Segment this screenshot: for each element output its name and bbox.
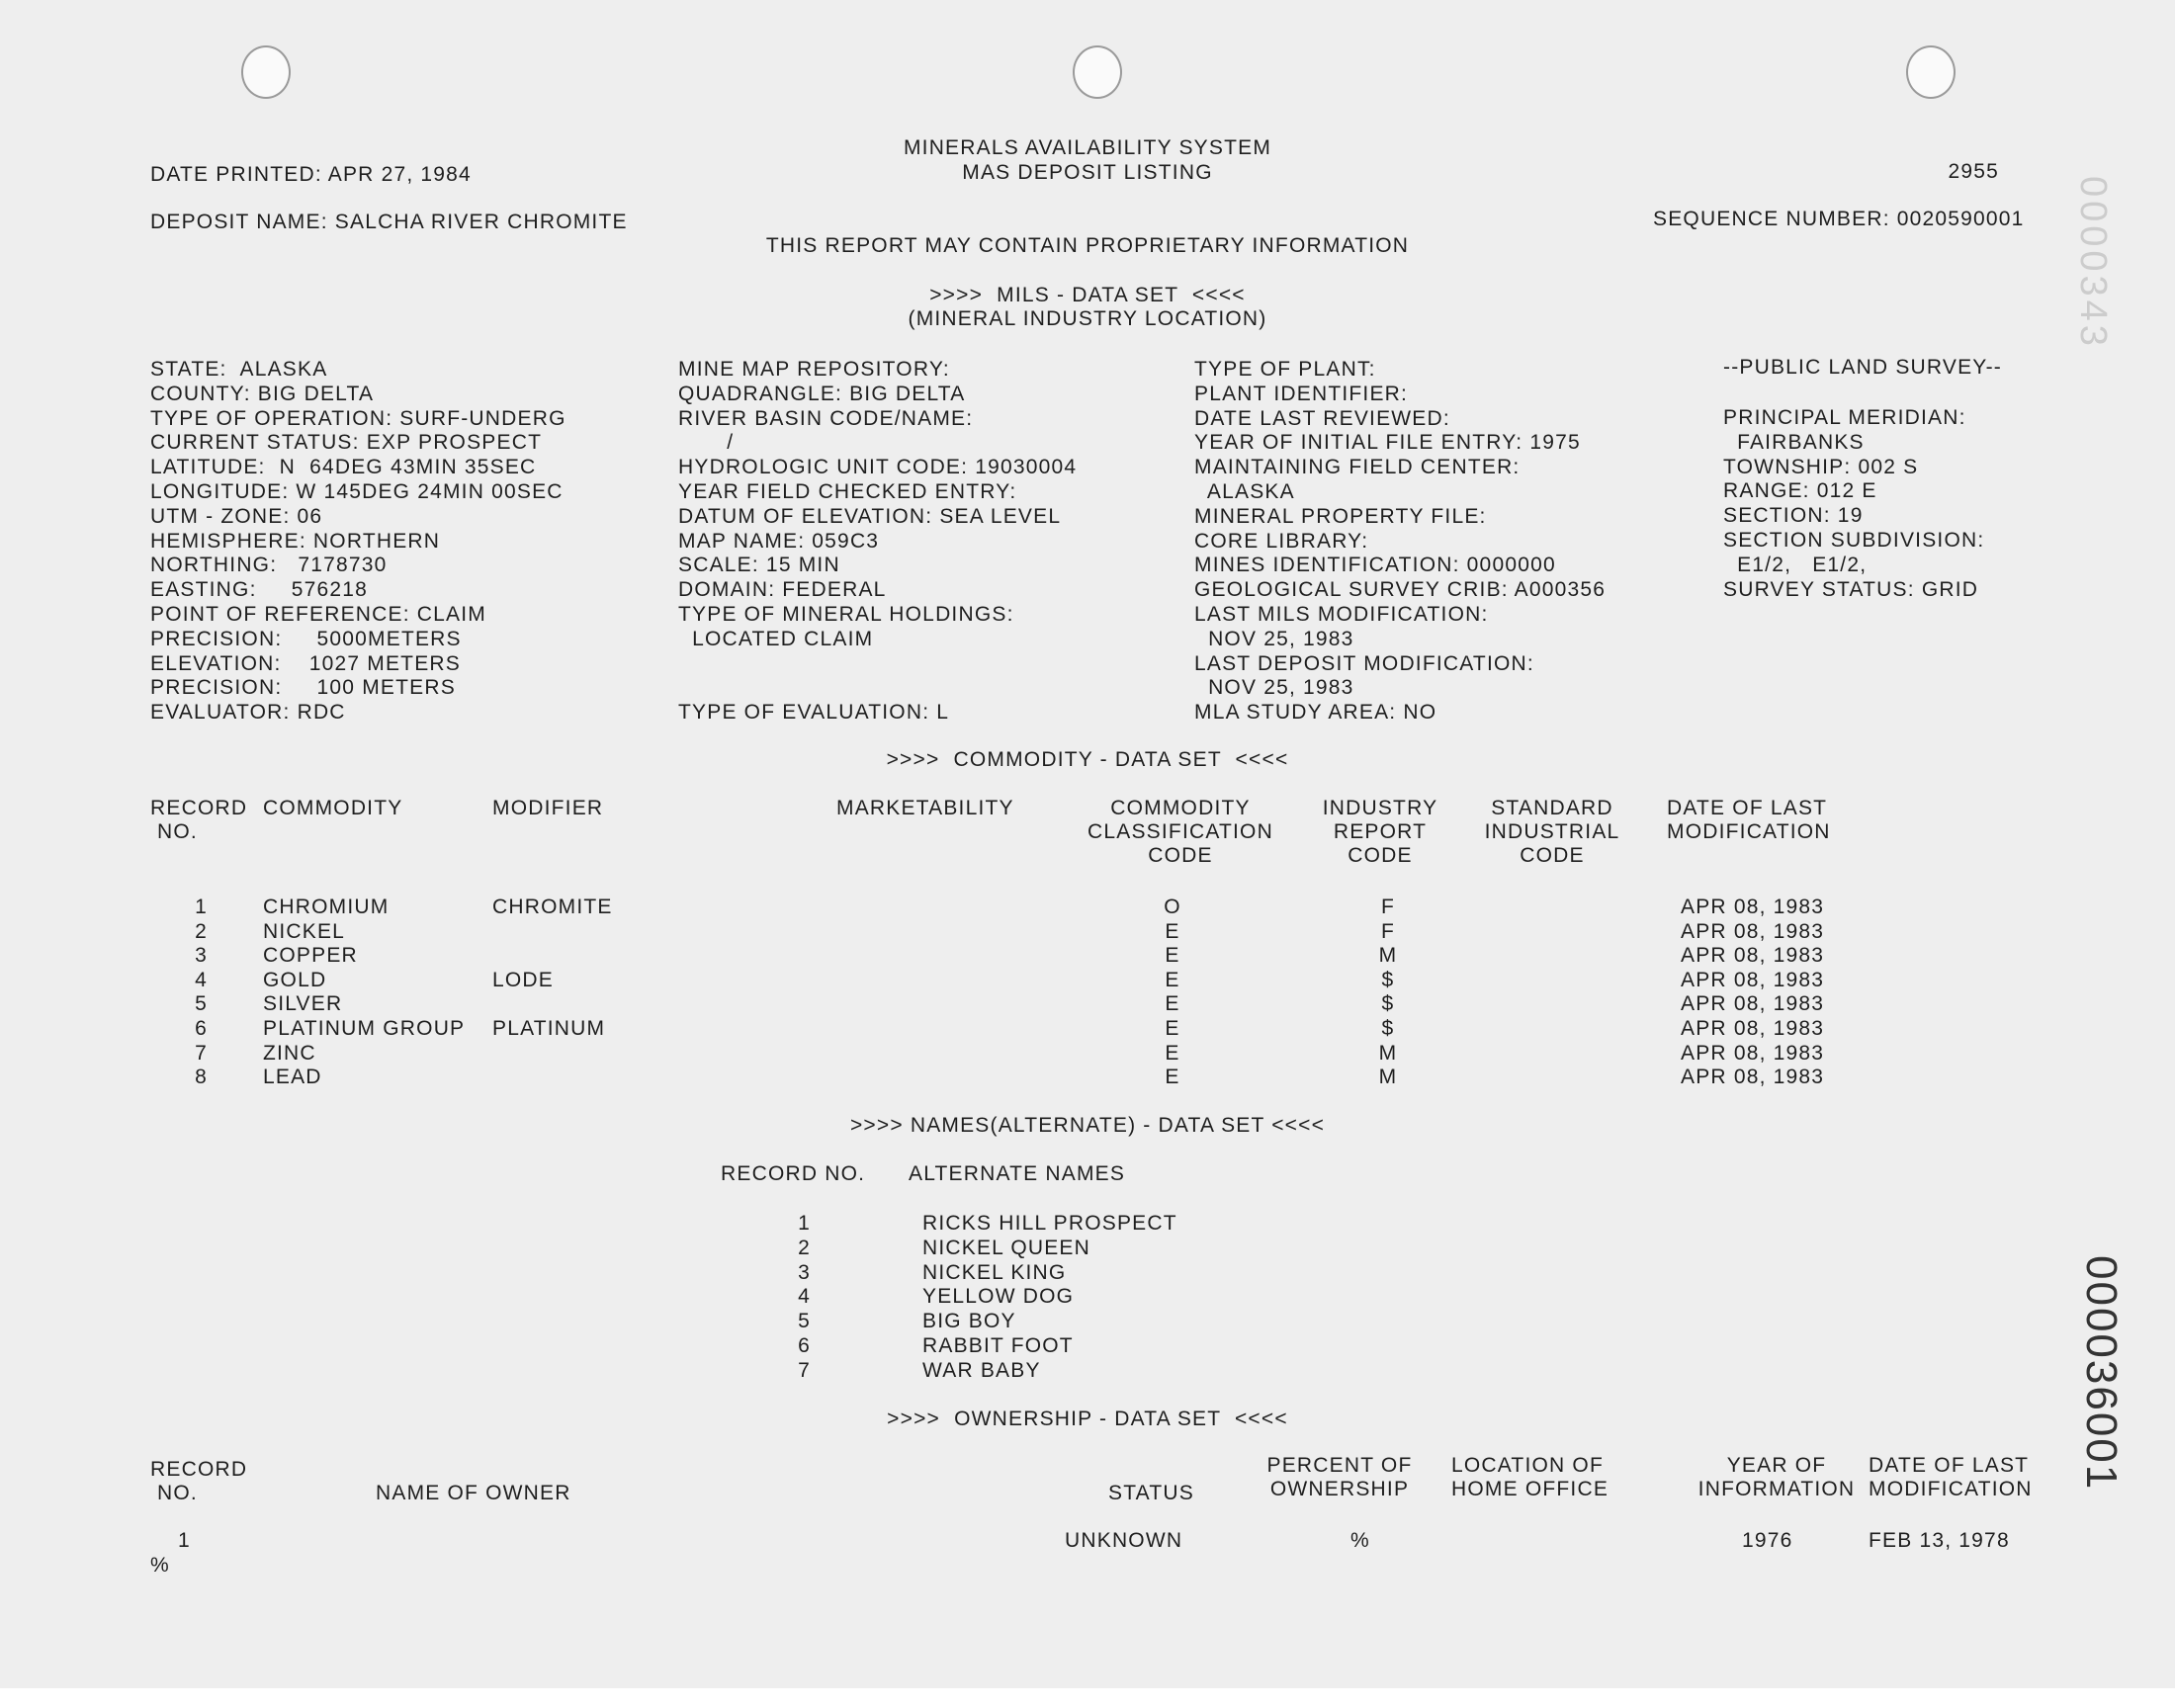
deposit-name: DEPOSIT NAME: SALCHA RIVER CHROMITE bbox=[150, 211, 628, 233]
commodity-modification-date: APR 08, 1983 bbox=[1681, 944, 1825, 967]
mils-field: POINT OF REFERENCE: CLAIM bbox=[150, 603, 486, 626]
margin-stamp-bottom: 000036001 bbox=[2077, 1255, 2126, 1492]
commodity-modification-date: APR 08, 1983 bbox=[1681, 1042, 1825, 1065]
mils-field: TYPE OF MINERAL HOLDINGS: bbox=[678, 603, 1014, 626]
mils-field: E1/2, E1/2, bbox=[1723, 554, 1868, 576]
mils-field: YEAR OF INITIAL FILE ENTRY: 1975 bbox=[1194, 431, 1581, 454]
mils-field: DATE LAST REVIEWED: bbox=[1194, 407, 1450, 430]
mils-field: SCALE: 15 MIN bbox=[678, 554, 840, 576]
commodity-modifier: PLATINUM bbox=[492, 1017, 606, 1040]
commodity-name: SILVER bbox=[263, 992, 343, 1015]
mils-field: MINES IDENTIFICATION: 0000000 bbox=[1194, 554, 1556, 576]
alternate-name: BIG BOY bbox=[922, 1310, 1016, 1332]
mils-field: PRECISION: 100 METERS bbox=[150, 676, 456, 699]
commodity-modification-date: APR 08, 1983 bbox=[1681, 1017, 1825, 1040]
mils-field: LAST DEPOSIT MODIFICATION: bbox=[1194, 652, 1534, 675]
page-number: 2955 bbox=[1948, 160, 1999, 183]
mils-field: RIVER BASIN CODE/NAME: bbox=[678, 407, 974, 430]
commodity-modification-date: APR 08, 1983 bbox=[1681, 920, 1825, 943]
commodity-classification-code: E bbox=[1165, 944, 1180, 967]
mils-field: FAIRBANKS bbox=[1723, 431, 1865, 454]
mils-field: CORE LIBRARY: bbox=[1194, 530, 1369, 553]
commodity-modification-date: APR 08, 1983 bbox=[1681, 896, 1825, 918]
punch-hole-left bbox=[241, 45, 291, 99]
alternate-name: NICKEL KING bbox=[922, 1261, 1067, 1284]
mils-field: COUNTY: BIG DELTA bbox=[150, 383, 375, 405]
commodity-industry-code: F bbox=[1380, 896, 1396, 918]
ownership-year: 1976 bbox=[1742, 1529, 1793, 1552]
commodity-record-number: 4 bbox=[195, 969, 208, 991]
alternate-name: RABBIT FOOT bbox=[922, 1334, 1074, 1357]
alternate-name-record-number: 5 bbox=[798, 1310, 811, 1332]
commodity-record-number: 2 bbox=[195, 920, 208, 943]
ownership-header-status: STATUS bbox=[1108, 1482, 1194, 1504]
commodity-modifier: LODE bbox=[492, 969, 554, 991]
mils-section-subtitle: (MINERAL INDUSTRY LOCATION) bbox=[908, 307, 1267, 330]
commodity-name: ZINC bbox=[263, 1042, 316, 1065]
footer-percent-mark: % bbox=[150, 1554, 170, 1577]
names-section-title: >>>> NAMES(ALTERNATE) - DATA SET <<<< bbox=[849, 1114, 1326, 1137]
commodity-classification-code: O bbox=[1164, 896, 1181, 918]
punch-hole-center bbox=[1073, 45, 1122, 99]
commodity-modification-date: APR 08, 1983 bbox=[1681, 1066, 1825, 1088]
commodity-record-number: 7 bbox=[195, 1042, 208, 1065]
commodity-header-date: DATE OF LAST MODIFICATION bbox=[1667, 797, 1831, 843]
punch-hole-right bbox=[1906, 45, 1956, 99]
mils-field: EVALUATOR: RDC bbox=[150, 701, 346, 724]
mils-field: PLANT IDENTIFIER: bbox=[1194, 383, 1409, 405]
commodity-name: NICKEL bbox=[263, 920, 346, 943]
commodity-section-title: >>>> COMMODITY - DATA SET <<<< bbox=[886, 748, 1289, 771]
commodity-header-modifier: MODIFIER bbox=[492, 797, 604, 819]
commodity-classification-code: E bbox=[1165, 920, 1180, 943]
ownership-header-year: YEAR OF INFORMATION bbox=[1697, 1454, 1856, 1500]
ownership-date: FEB 13, 1978 bbox=[1869, 1529, 2010, 1552]
commodity-header-marketability: MARKETABILITY bbox=[836, 797, 1014, 819]
commodity-industry-code: M bbox=[1378, 1042, 1398, 1065]
mils-field: CURRENT STATUS: EXP PROSPECT bbox=[150, 431, 543, 454]
mils-section-title: >>>> MILS - DATA SET <<<< bbox=[929, 284, 1246, 306]
mils-field: TYPE OF PLANT: bbox=[1194, 358, 1376, 381]
commodity-record-number: 8 bbox=[195, 1066, 208, 1088]
commodity-modification-date: APR 08, 1983 bbox=[1681, 992, 1825, 1015]
ownership-header-record: RECORD NO. bbox=[150, 1458, 248, 1504]
alternate-name-record-number: 1 bbox=[798, 1212, 811, 1235]
ownership-header-percent: PERCENT OF OWNERSHIP bbox=[1266, 1454, 1413, 1500]
ownership-header-name: NAME OF OWNER bbox=[376, 1482, 571, 1504]
commodity-name: GOLD bbox=[263, 969, 327, 991]
mils-field: MAP NAME: 059C3 bbox=[678, 530, 880, 553]
names-header-record: RECORD NO. bbox=[721, 1162, 866, 1185]
mils-field: TOWNSHIP: 002 S bbox=[1723, 456, 1919, 478]
commodity-name: CHROMIUM bbox=[263, 896, 390, 918]
proprietary-notice: THIS REPORT MAY CONTAIN PROPRIETARY INFORMATION bbox=[765, 234, 1410, 257]
mils-field: SURVEY STATUS: GRID bbox=[1723, 578, 1979, 601]
mils-field: TYPE OF OPERATION: SURF-UNDERG bbox=[150, 407, 566, 430]
commodity-header-commodity: COMMODITY bbox=[263, 797, 403, 819]
commodity-classification-code: E bbox=[1165, 1017, 1180, 1040]
mils-field: LATITUDE: N 64DEG 43MIN 35SEC bbox=[150, 456, 537, 478]
commodity-modification-date: APR 08, 1983 bbox=[1681, 969, 1825, 991]
commodity-record-number: 1 bbox=[195, 896, 208, 918]
ownership-section-title: >>>> OWNERSHIP - DATA SET <<<< bbox=[887, 1408, 1288, 1430]
alternate-name-record-number: 2 bbox=[798, 1237, 811, 1259]
commodity-industry-code: $ bbox=[1381, 992, 1395, 1015]
date-printed: DATE PRINTED: APR 27, 1984 bbox=[150, 163, 472, 186]
commodity-classification-code: E bbox=[1165, 1066, 1180, 1088]
mils-field: HEMISPHERE: NORTHERN bbox=[150, 530, 441, 553]
names-header-alternate: ALTERNATE NAMES bbox=[909, 1162, 1126, 1185]
commodity-header-industry: INDUSTRY REPORT CODE bbox=[1322, 797, 1438, 867]
mils-field: MINERAL PROPERTY FILE: bbox=[1194, 505, 1487, 528]
ownership-header-date: DATE OF LAST MODIFICATION bbox=[1869, 1454, 2033, 1500]
mils-field: / bbox=[678, 431, 735, 454]
mils-field: LAST MILS MODIFICATION: bbox=[1194, 603, 1489, 626]
mils-field: SECTION: 19 bbox=[1723, 504, 1864, 527]
commodity-industry-code: $ bbox=[1381, 969, 1395, 991]
listing-title: MAS DEPOSIT LISTING bbox=[962, 161, 1213, 184]
mils-field: DOMAIN: FEDERAL bbox=[678, 578, 887, 601]
commodity-name: PLATINUM GROUP bbox=[263, 1017, 466, 1040]
commodity-classification-code: E bbox=[1165, 1042, 1180, 1065]
mils-field: UTM - ZONE: 06 bbox=[150, 505, 323, 528]
alternate-name-record-number: 7 bbox=[798, 1359, 811, 1382]
commodity-industry-code: M bbox=[1378, 944, 1398, 967]
mils-field: PRECISION: 5000METERS bbox=[150, 628, 462, 650]
mils-field: GEOLOGICAL SURVEY CRIB: A000356 bbox=[1194, 578, 1607, 601]
mils-field: YEAR FIELD CHECKED ENTRY: bbox=[678, 480, 1017, 503]
ownership-record-number: 1 bbox=[178, 1529, 191, 1552]
commodity-record-number: 6 bbox=[195, 1017, 208, 1040]
mils-field: PRINCIPAL MERIDIAN: bbox=[1723, 406, 1966, 429]
ownership-header-location: LOCATION OF HOME OFFICE bbox=[1451, 1454, 1610, 1500]
mils-field: DATUM OF ELEVATION: SEA LEVEL bbox=[678, 505, 1062, 528]
mils-field: EASTING: 576218 bbox=[150, 578, 369, 601]
commodity-name: LEAD bbox=[263, 1066, 322, 1088]
public-land-survey-title: --PUBLIC LAND SURVEY-- bbox=[1723, 356, 2002, 379]
mils-field: SECTION SUBDIVISION: bbox=[1723, 529, 1985, 552]
mils-field: HYDROLOGIC UNIT CODE: 19030004 bbox=[678, 456, 1078, 478]
mils-field: MINE MAP REPOSITORY: bbox=[678, 358, 950, 381]
mils-field: ELEVATION: 1027 METERS bbox=[150, 652, 461, 675]
mils-field: RANGE: 012 E bbox=[1723, 479, 1877, 502]
commodity-header-sic: STANDARD INDUSTRIAL CODE bbox=[1484, 797, 1620, 867]
alternate-name-record-number: 4 bbox=[798, 1285, 811, 1308]
mils-field: TYPE OF EVALUATION: L bbox=[678, 701, 950, 724]
margin-stamp-top: 0000343 bbox=[2072, 176, 2114, 350]
system-title: MINERALS AVAILABILITY SYSTEM bbox=[903, 136, 1272, 159]
commodity-name: COPPER bbox=[263, 944, 358, 967]
commodity-modifier: CHROMITE bbox=[492, 896, 613, 918]
mils-field: LONGITUDE: W 145DEG 24MIN 00SEC bbox=[150, 480, 564, 503]
commodity-classification-code: E bbox=[1165, 969, 1180, 991]
alternate-name: RICKS HILL PROSPECT bbox=[922, 1212, 1177, 1235]
commodity-record-number: 5 bbox=[195, 992, 208, 1015]
alternate-name: WAR BABY bbox=[922, 1359, 1041, 1382]
mils-field: LOCATED CLAIM bbox=[678, 628, 874, 650]
commodity-record-number: 3 bbox=[195, 944, 208, 967]
mils-field: NOV 25, 1983 bbox=[1194, 628, 1354, 650]
mils-field: NOV 25, 1983 bbox=[1194, 676, 1354, 699]
commodity-header-classification: COMMODITY CLASSIFICATION CODE bbox=[1088, 797, 1273, 867]
mils-field: NORTHING: 7178730 bbox=[150, 554, 388, 576]
commodity-industry-code: $ bbox=[1381, 1017, 1395, 1040]
ownership-status: UNKNOWN bbox=[1065, 1529, 1183, 1552]
alternate-name-record-number: 6 bbox=[798, 1334, 811, 1357]
commodity-industry-code: M bbox=[1378, 1066, 1398, 1088]
scan-bottom-edge bbox=[0, 1688, 2175, 1708]
mils-field: STATE: ALASKA bbox=[150, 358, 328, 381]
mils-field: MAINTAINING FIELD CENTER: bbox=[1194, 456, 1521, 478]
mils-field: QUADRANGLE: BIG DELTA bbox=[678, 383, 966, 405]
sequence-number: SEQUENCE NUMBER: 0020590001 bbox=[1653, 208, 2025, 230]
alternate-name-record-number: 3 bbox=[798, 1261, 811, 1284]
commodity-industry-code: F bbox=[1380, 920, 1396, 943]
commodity-classification-code: E bbox=[1165, 992, 1180, 1015]
alternate-name: NICKEL QUEEN bbox=[922, 1237, 1090, 1259]
ownership-percent: % bbox=[1350, 1529, 1370, 1552]
mils-field: ALASKA bbox=[1194, 480, 1295, 503]
commodity-header-record: RECORD NO. bbox=[150, 797, 248, 843]
alternate-name: YELLOW DOG bbox=[922, 1285, 1075, 1308]
mils-field: MLA STUDY AREA: NO bbox=[1194, 701, 1437, 724]
